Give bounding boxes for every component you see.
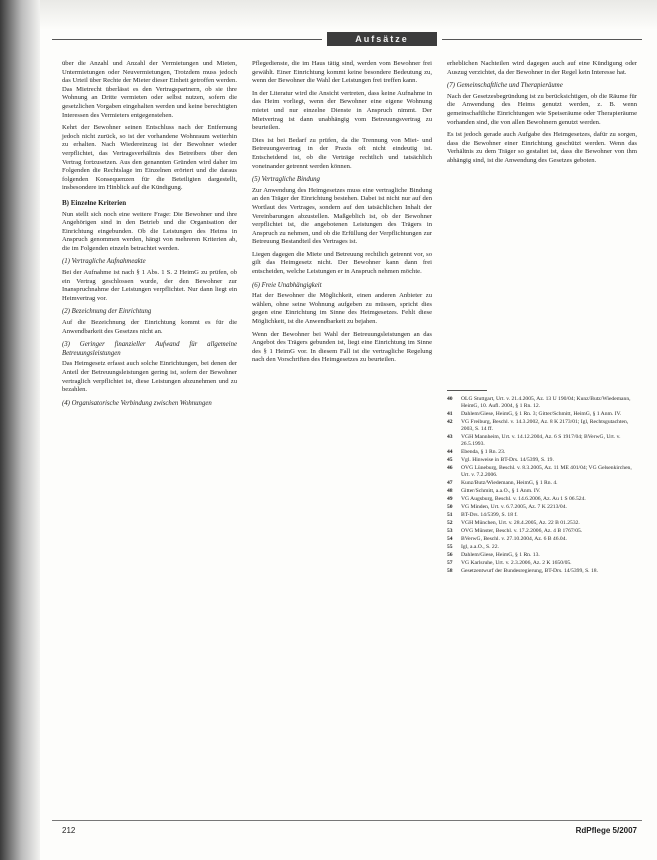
footnote-text: VG Augsburg, Beschl. v. 14.6.2006, Az. Au 1 S 06.524.: [461, 496, 586, 502]
paragraph: Wenn der Bewohner bei Wahl der Betreuungsleistungen an das Angebot des Trägers gebunden ist, liegt eine Einrichtung im Sinne des § 1 HeimG vor. In diesem Fall ist die vertragliche Regelung nach den Vorschriften des Heimgesetzes zu beurteilen.: [252, 330, 432, 364]
footnote-number: 50: [447, 504, 453, 510]
footnote-number: 51: [447, 512, 453, 518]
footnote-item: [447, 496, 637, 503]
footnote-text: Dahlem/Giese, HeimG, § 1 Rn. 3; Gitter/Schmitt, HeimG, § 1 Anm. IV.: [461, 411, 622, 417]
paragraph: Bei der Aufnahme ist nach § 1 Abs. 1 S. 2 HeimG zu prüfen, ob ein Vertrag geschlossen wurde, der den Bewohner zur Inanspruchnahme der Leistungen verpflichtet. Nur dann liegt ein Heimvertrag vor.: [62, 269, 237, 302]
footnote-text: OLG Stuttgart, Urt. v. 21.4.2005, Az. 13 U 190/04; Kunz/Butz/Wiedemann, HeimG, 10. Aufl. 2004, § 1 Rn. 12.: [461, 396, 631, 409]
footnote-number: 42: [447, 419, 453, 425]
footnote-number: 45: [447, 457, 453, 463]
footnote-number: 46: [447, 465, 453, 471]
footnote-number: 53: [447, 528, 453, 534]
footnote-separator: [447, 390, 487, 391]
footnote-item: [447, 552, 637, 559]
subsection-heading: (6) Freie Unabhängigkeit: [252, 281, 322, 289]
footnote-number: 43: [447, 434, 453, 440]
footnote-item: [447, 560, 637, 567]
paragraph: Es ist jedoch gerade auch Aufgabe des Heimgesetzes, dafür zu sorgen, dass die Bewohner einer Einrichtung geschützt werden. Wenn das Verhältnis zu dem Träger so gestaltet ist, dass die Bewohner von ihm abhängig sind, ist die Anwendung des Gesetzes geboten.: [447, 131, 637, 164]
subsection-heading: (3) Geringer finanzieller Aufwand für allgemeine Betreuungsleistungen: [62, 341, 237, 357]
footnote-number: 58: [447, 568, 453, 574]
section-heading: B) Einzelne Kriterien: [62, 198, 127, 207]
footnote-item: [447, 411, 637, 418]
footnote-text: OVG Lüneburg, Beschl. v. 8.3.2005, Az. 11 ME 401/04; VG Gelsenkirchen, Urt. v. 7.2.2006.: [461, 465, 632, 478]
footnote-item: [447, 396, 637, 410]
footnote-item: [447, 465, 637, 479]
document-page: [52, 30, 647, 850]
footnote-item: [447, 488, 637, 495]
footnote-text: BVerwG, Beschl. v. 27.10.2004, Az. 6 B 46.04.: [461, 536, 567, 542]
paragraph: über die Anzahl und Anzahl der Vermietungen und Mieten, Untermietungen oder Neuvermietungen, Trotzdem muss jedoch das Urteil über Rechte der Mieter dieser Einheit getroffen werden. Das Mietrecht überlässt es den Vertragspartnern, ob sie ihre Wohnung an Dritte vermieten oder selbst nutzen, sofern die gesetzlichen Vorgaben eingehalten werden und keine berechtigten Interessen des Vermieters entgegenstehen.: [62, 60, 237, 119]
footnote-number: 57: [447, 560, 453, 566]
footnote-item: [447, 536, 637, 543]
text-column-2: [252, 60, 432, 369]
page-top-edge: [40, 0, 657, 30]
paragraph: Zur Anwendung des Heimgesetzes muss eine vertragliche Bindung an den Träger der Einrichtung bestehen. Dabei ist nicht nur auf den Wortlaut des Vertrages, sondern auf den tatsächlichen Inhalt der Vereinbarungen abzustellen. Maßgeblich ist, ob der Bewohner verpflichtet ist, die angebotenen Leistungen des Trägers in Anspruch zu nehmen, und ob die Erfüllung der Verpflichtungen zur Betreuung Bestandteil des Vertrages ist.: [252, 186, 432, 246]
subsection-heading: (2) Bezeichnung der Einrichtung: [62, 308, 152, 316]
footnote-text: Vgl. Hinweise in BT-Drs. 14/5399, S. 19.: [461, 457, 554, 463]
footnote-item: [447, 449, 637, 456]
paragraph: Nun stellt sich noch eine weitere Frage: Die Bewohner und ihre Angehörigen sind in den Betrieb und die Organisation der Einrichtung eingebunden. Ob die Leistungen des Heims in Anspruch genommen werden, hängt von mehreren Kriterien ab, die im Folgenden einzeln betrachtet werden.: [62, 210, 237, 252]
footnote-number: 52: [447, 520, 453, 526]
footnote-text: OVG Münster, Beschl. v. 17.2.2006, Az. 4 B 1767/05.: [461, 528, 583, 534]
header-rule-left: [52, 39, 322, 40]
footnote-number: 40: [447, 396, 453, 402]
footnote-item: [447, 568, 637, 575]
footnote-item: [447, 419, 637, 433]
footnotes: [447, 396, 637, 576]
text-column-3: [447, 60, 637, 170]
paragraph: Dies ist bei Bedarf zu prüfen, da die Trennung von Miet- und Betreuungsvertrag in der Praxis oft nicht eindeutig ist. Entscheidend ist, ob die Verträge rechtlich und tatsächlich voneinander getrennt werden können.: [252, 136, 432, 170]
footnote-number: 56: [447, 552, 453, 558]
footnote-text: Gesetzentwurf der Bundesregierung, BT-Drs. 14/5399, S. 18.: [461, 568, 598, 574]
footnote-number: 49: [447, 496, 453, 502]
paragraph: Auf die Bezeichnung der Einrichtung kommt es für die Anwendbarkeit des Gesetzes nicht an.: [62, 319, 237, 335]
book-spine-shadow: [0, 0, 40, 860]
footnote-item: [447, 434, 637, 448]
footnote-text: Dahlem/Giese, HeimG, § 1 Rn. 13.: [461, 552, 540, 558]
paragraph: Nach der Gesetzesbegründung ist zu berücksichtigen, ob die Räume für die Anwendung des Heims genutzt werden, z. B. wenn gemeinschaftliche Einrichtungen wie Speiseräume oder Therapieräume vorhanden sind, die von allen Bewohnern genutzt werden.: [447, 92, 637, 126]
footnote-item: [447, 544, 637, 551]
footnote-number: 48: [447, 488, 453, 494]
footer-rule: [52, 820, 642, 821]
footnote-item: [447, 480, 637, 487]
subsection-heading: (4) Organisatorische Verbindung zwischen Wohnungen: [62, 399, 212, 407]
paragraph: Pflegedienste, die im Haus tätig sind, werden vom Bewohner frei gewählt. Einer Einrichtung kommt keine besondere Bedeutung zu, wenn der Bewohner die Wahl der Leistungen frei treffen kann.: [252, 60, 432, 85]
paragraph: Kehrt der Bewohner seinen Entschluss nach der Entfernung jedoch nicht zurück, so ist der vorhandene Wohnraum weiterhin zu erhalten. Nach Wiedereinzug ist der Bewohner wieder verpflichtet, das Vertragsverhältnis des Betreibers über den Vertrag fortzusetzen. Aus den genannten Gründen wird daher im Folgenden die Rechtslage im Einzelnen erörtert und die daraus folgenden Konsequenzen für die Beteiligten dargestellt, insbesondere im Hinblick auf die Kündigung.: [62, 124, 237, 192]
text-column-1: [62, 60, 237, 410]
footnote-text: VG Minden, Urt. v. 6.7.2005, Az. 7 K 2213/04.: [461, 504, 567, 510]
subsection-heading: (5) Vertragliche Bindung: [252, 176, 320, 184]
paragraph: erheblichen Nachteilen wird dagegen auch auf eine Kündigung oder Auszug verzichtet, da der Bewohner in der Regel kein Interesse hat.: [447, 60, 637, 76]
footnote-number: 47: [447, 480, 453, 486]
footnote-item: [447, 520, 637, 527]
footnote-number: 54: [447, 536, 453, 542]
journal-name: RdPflege 5/2007: [575, 826, 637, 835]
footnote-text: VGH Mannheim, Urt. v. 14.12.2004, Az. 6 S 1917/04; BVerwG, Urt. v. 26.5.1993.: [461, 434, 621, 447]
header-rule-right: [442, 39, 642, 40]
footnote-number: 44: [447, 449, 453, 455]
footnote-item: [447, 457, 637, 464]
subsection-heading: (1) Vertragliche Aufnahmeakte: [62, 258, 146, 266]
section-label: Aufsätze: [327, 32, 437, 46]
footnote-text: Gitter/Schmitt, a.a.O., § 1 Anm. IV.: [461, 488, 541, 494]
paragraph: Das Heimgesetz erfasst auch solche Einrichtungen, bei denen der Anteil der Betreuungsleistungen gering ist, sofern der Bewohner vertraglich verpflichtet ist, diese Leistungen abzunehmen und zu bezahlen.: [62, 360, 237, 394]
footnote-text: Ebenda, § 1 Rn. 23.: [461, 449, 506, 455]
footnote-number: 41: [447, 411, 453, 417]
footnote-item: [447, 512, 637, 519]
subsection-heading: (7) Gemeinschaftliche und Therapieräume: [447, 82, 563, 90]
footnote-text: VGH München, Urt. v. 28.4.2005, Az. 22 B 01.2532.: [461, 520, 580, 526]
footnote-text: BT-Drs. 14/5399, S. 18 f.: [461, 512, 518, 518]
paragraph: Hat der Bewohner die Möglichkeit, einen anderen Anbieter zu wählen, ohne seine Wohnung aufgeben zu müssen, spricht dies gegen eine Einrichtung im Sinne des Heimgesetzes. Fehlt diese Möglichkeit, ist die Anwendbarkeit zu bejahen.: [252, 292, 432, 326]
paragraph: In der Literatur wird die Ansicht vertreten, dass keine Aufnahme in das Heim vorliegt, wenn der Bewohner eine eigene Wohnung mietet und nur einzelne Dienste in Anspruch nimmt. Der Mietvertrag ist dann unabhängig vom Betreuungsvertrag zu beurteilen.: [252, 89, 432, 132]
page-number: 212: [62, 826, 76, 835]
footnote-item: [447, 504, 637, 511]
footnote-text: Kunz/Butz/Wiedemann, HeimG, § 1 Rn. 4.: [461, 480, 558, 486]
footnote-item: [447, 528, 637, 535]
footnote-number: 55: [447, 544, 453, 550]
footnote-text: VG Karlsruhe, Urt. v. 2.3.2006, Az. 2 K 1650/05.: [461, 560, 572, 566]
paragraph: Liegen dagegen die Miete und Betreuung rechtlich getrennt vor, so gilt das Heimgesetz nicht. Der Bewohner kann dann frei entscheiden, welche Leistungen er in Anspruch nehmen möchte.: [252, 250, 432, 276]
footnote-text: VG Freiburg, Beschl. v. 14.3.2002, Az. 8 K 2173/01; Igl, Rechtsgutachten, 2003, S. 14 ff.: [461, 419, 629, 432]
footnote-text: Igl, a.a.O., S. 22.: [461, 544, 499, 550]
